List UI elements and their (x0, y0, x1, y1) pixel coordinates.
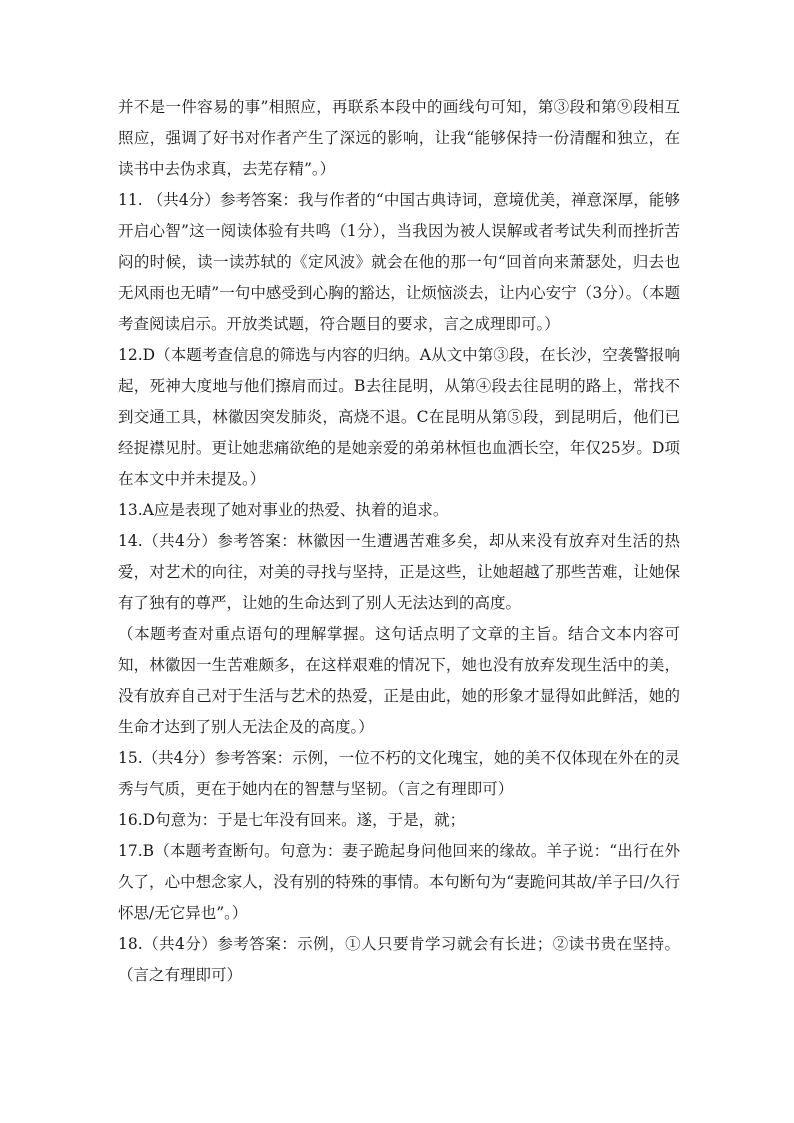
paragraph-q14-note: （本题考查对重点语句的理解掌握。这句话点明了文章的主旨。结合文本内容可知，林徽因一生苦难颇多，在这样艰难的情况下，她也没有放弃发现生活中的美，没有放弃自己对于生活与艺术的热爱，正是由此，她的形象才显得如此鲜活，她的生命才达到了别人无法企及的高度。） (118, 625, 680, 736)
answer-document (118, 92, 680, 991)
paragraph-q17: 17.B（本题考查断句。句意为：妻子跪起身问他回来的缘故。羊子说：“出行在外久了，心中想念家人，没有别的特殊的事情。本句断句为“妻跪问其故/羊子曰/久行怀思/无它异也”。） (118, 842, 680, 922)
paragraph-q12: 12.D（本题考查信息的筛选与内容的归纳。A从文中第③段，在长沙，空袭警报响起，死神大度地与他们擦肩而过。B去往昆明，从第④段去往昆明的路上，常找不到交通工具，林徽因突发肺炎，高烧不退。C在昆明从第⑤段，到昆明后，他们已经捉襟见肘。更让她悲痛欲绝的是她亲爱的弟弟林恒也血洒长空，年仅25岁。D项在本文中并未提及。） (118, 346, 680, 488)
paragraph-q14: 14.（共4分）参考答案：林徽因一生遭遇苦难多矣，却从来没有放弃对生活的热爱，对艺术的向往，对美的寻找与坚持，正是这些，让她超越了那些苦难，让她保有了独有的尊严，让她的生命达到了别人无法达到的高度。 (118, 532, 680, 612)
paragraph-q13: 13.A应是表现了她对事业的热爱、执着的追求。 (118, 501, 449, 519)
paragraph-q18: 18.（共4分）参考答案：示例，①人只要肯学习就会有长进；②读书贵在坚持。（言之有理即可） (118, 935, 680, 984)
paragraph-q16: 16.D句意为：于是七年没有回来。遂，于是，就； (118, 811, 466, 829)
paragraph-q10-continued: 并不是一件容易的事”相照应，再联系本段中的画线句可知，第③段和第⑨段相互照应，强调了好书对作者产生了深远的影响，让我“能够保持一份清醒和独立，在读书中去伪求真，去芜存精”。） (118, 98, 680, 178)
paragraph-q15: 15.（共4分）参考答案：示例，一位不朽的文化瑰宝，她的美不仅体现在外在的灵秀与气质，更在于她内在的智慧与坚韧。（言之有理即可） (118, 749, 680, 798)
paragraph-q11: 11. （共4分）参考答案：我与作者的“中国古典诗词，意境优美，禅意深厚，能够开启心智”这一阅读体验有共鸣（1分），当我因为被人误解或者考试失利而挫折苦闷的时候，读一读苏轼的《定风波》就会在他的那一句“回首向来萧瑟处，归去也无风雨也无晴”一句中感受到心胸的豁达，让烦恼淡去，让内心安宁（3分）。（本题考查阅读启示。开放类试题，符合题目的要求，言之成理即可。） (118, 191, 680, 333)
